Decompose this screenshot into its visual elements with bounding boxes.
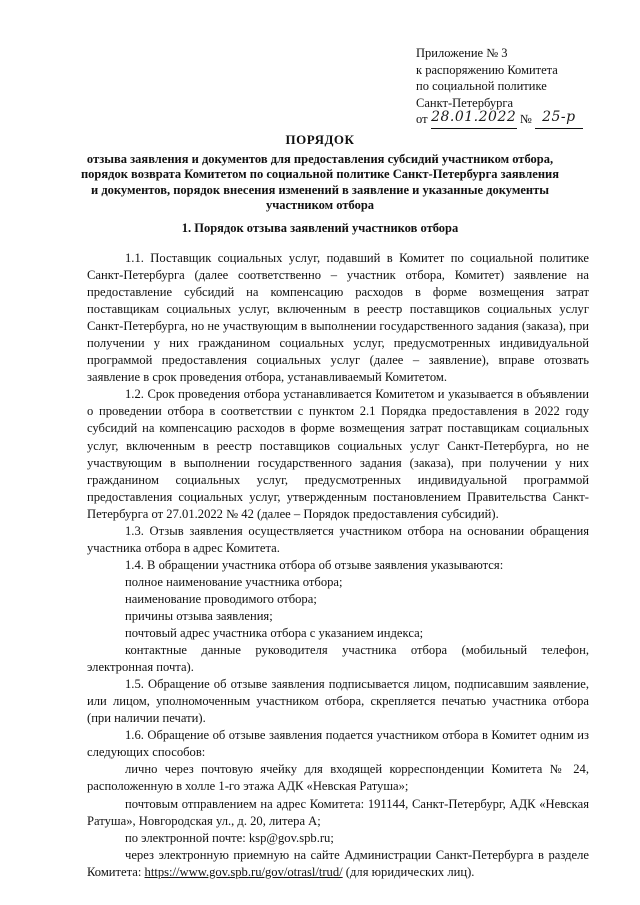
method-postal: почтовым отправлением на адрес Комитета: 191144, Санкт-Петербург, АДК «Невская Ратуша», Новгородская ул., д. 20, литера А;: [87, 796, 589, 828]
paragraph-1-4: 1.4. В обращении участника отбора об отзыве заявления указываются:: [125, 557, 504, 572]
committee-website-link[interactable]: https://www.gov.spb.ru/gov/otrasl/trud/: [144, 864, 343, 879]
list-item-reasons: причины отзыва заявления;: [125, 608, 273, 623]
list-item-postal-address: почтовый адрес участника отбора с указанием индекса;: [125, 626, 424, 641]
paragraph-1-1: 1.1. Поставщик социальных услуг, подавший в Комитет по социальной политике Санкт-Петербурга (далее соответственно – участник отбора, Комитет) заявление на предоставление субсидий на компенсацию расходов в форме возмещения затрат поставщикам социальных услуг, включенным в реестр поставщиков социальных услуг Санкт-Петербурга, но не участвующим в выполнении государственного задания (заказа), при получении у них гражданином социальных услуг, предусмотренных индивидуальной программой предоставления социальных услуг (далее – заявление), вправе отозвать заявление в срок проведения отбора, устанавливаемый Комитетом.: [87, 251, 589, 385]
title-line-1: отзыва заявления и документов для предоставления субсидий участником отбора,: [86, 151, 554, 166]
method-in-person: лично через почтовую ячейку для входящей корреспонденции Комитета № 24, расположенную в холле 1-го этажа АДК «Невская Ратуша»;: [87, 762, 589, 794]
title-line-4: участником отбора: [265, 198, 375, 212]
document-title: [70, 132, 570, 214]
list-item-selection-name: наименование проводимого отбора;: [125, 591, 317, 606]
paragraph-1-3: 1.3. Отзыв заявления осуществляется участником отбора на основании обращения участника отбора в адрес Комитета.: [87, 523, 589, 555]
list-item-full-name: полное наименование участника отбора;: [125, 574, 343, 589]
appendix-line-4: Санкт-Петербурга: [416, 95, 514, 110]
appendix-line-2: к распоряжению Комитета: [416, 62, 558, 77]
section-1-heading: 1. Порядок отзыва заявлений участников отбора: [181, 221, 459, 235]
method-email: по электронной почте: ksp@gov.spb.ru;: [125, 830, 334, 845]
appendix-date-line: [416, 111, 583, 129]
method-online-text: через электронную приемную на сайте Администрации Санкт-Петербурга в разделе Комитета:: [87, 847, 589, 879]
document-body: [87, 250, 589, 881]
paragraph-1-5: 1.5. Обращение об отзыве заявления подписывается лицом, подписавшим заявление, или лицом, уполномоченным участником отбора, скрепляется печатью участника отбора (при наличии печати).: [87, 677, 589, 726]
method-online: [87, 847, 589, 881]
title-line-2: порядок возврата Комитетом по социальной политике Санкт-Петербурга заявления: [80, 167, 559, 181]
method-online-suffix: (для юридических лиц).: [342, 864, 475, 879]
paragraph-1-2: 1.2. Срок проведения отбора устанавливается Комитетом и указывается в объявлении о проведении отбора в соответствии с пунктом 2.1 Порядка предоставления в 2022 году субсидий на компенсацию расходов в форме возмещения затрат поставщикам социальных услуг, включенным в реестр поставщиков социальных услуг Санкт-Петербурга, но не участвующим в выполнении государственного задания (заказа), при получении у них гражданином социальных услуг, предусмотренных индивидуальной программой предоставления социальных услуг, утвержденным постановлением Правительства Санкт-Петербурга от 27.01.2022 № 42 (далее – Порядок предоставления субсидий).: [87, 387, 589, 521]
title-line-3: и документов, порядок внесения изменений в заявление и указанные документы: [91, 182, 549, 197]
date-field: [431, 111, 517, 129]
appendix-line-3: по социальной политике: [416, 79, 547, 93]
list-item-contacts: контактные данные руководителя участника отбора (мобильный телефон, электронная почта).: [87, 643, 589, 675]
appendix-line-1: Приложение № 3: [416, 46, 508, 60]
number-sign: №: [519, 112, 532, 126]
number-field: [535, 111, 583, 129]
handwritten-number: 25-р: [542, 109, 576, 125]
date-prefix: от: [416, 112, 428, 126]
paragraph-1-6: 1.6. Обращение об отзыве заявления подается участником отбора в Комитет одним из следующих способов:: [87, 728, 589, 760]
appendix-header: [416, 45, 583, 129]
handwritten-date: 28.01.2022: [431, 109, 517, 125]
title-heading: ПОРЯДОК: [285, 132, 355, 147]
